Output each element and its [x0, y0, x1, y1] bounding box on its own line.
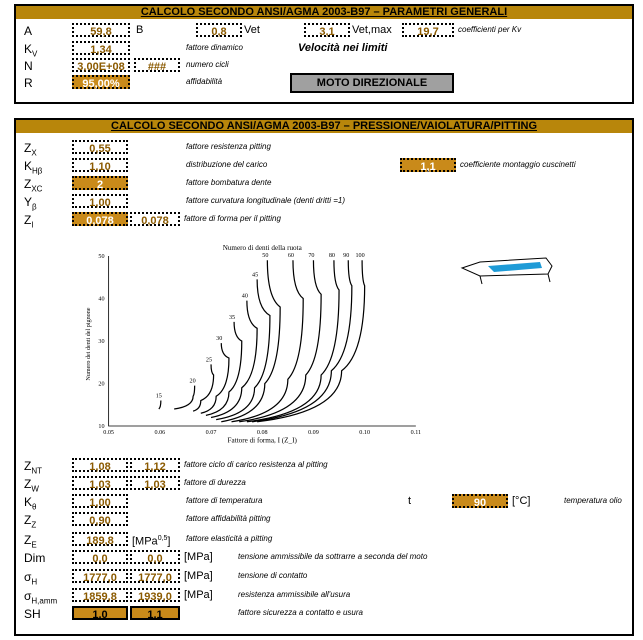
x-tick-label: 0.10: [359, 430, 371, 437]
oil-temperature-value[interactable]: 90: [452, 494, 508, 508]
series-label: 15: [155, 393, 162, 400]
ze-value[interactable]: 189,8: [72, 532, 128, 546]
series-label: 90: [343, 253, 350, 260]
kv-coeff-desc: coefficienti per Kv: [458, 25, 522, 34]
symbol-dim: Dim: [24, 551, 46, 565]
series-line-70: [239, 260, 321, 422]
y-tick-label: 30: [98, 339, 105, 346]
t-label: t: [408, 495, 412, 507]
series-label: 25: [205, 357, 213, 364]
x-tick-label: 0.08: [256, 430, 268, 437]
zi-value[interactable]: 0,078: [72, 212, 128, 226]
symbol-yb: $Y_\beta$: [24, 195, 37, 212]
y-tick-label: 50: [98, 254, 105, 261]
sigma-h-value[interactable]: 1777,0: [72, 569, 128, 583]
ze-desc: fattore elasticità a pitting: [186, 534, 273, 543]
y-tick-label: 20: [98, 381, 105, 388]
symbol-zw: $Z_W$: [24, 477, 39, 494]
chart-title: Numero di denti della ruota: [222, 243, 302, 252]
symbol-n: N: [24, 59, 33, 73]
symbol-zx: $Z_X$: [24, 141, 37, 158]
series-label: 80: [328, 253, 335, 260]
zxc-value[interactable]: 2: [72, 176, 128, 190]
sigma-h-amm-unit: [MPa]: [184, 589, 213, 601]
yb-value[interactable]: 1,00: [72, 194, 128, 208]
zxc-desc: fattore bombatura dente: [186, 178, 272, 187]
sigma-h-desc: tensione di contatto: [238, 571, 308, 580]
dim-desc: tensione ammissibile da sottrarre a seconda del moto: [238, 552, 428, 561]
symbol-zxc: $Z_{XC}$: [24, 177, 43, 194]
speed-status: Velocità nei limiti: [298, 42, 388, 54]
znt-desc: fattore ciclo di carico resistenza al pitting: [184, 460, 328, 469]
vetmax-value[interactable]: 19,7: [402, 23, 454, 37]
b-value[interactable]: 0,8: [196, 23, 242, 37]
znt-value-2[interactable]: 1,12: [130, 458, 180, 472]
symbol-ktheta: $K_\theta$: [24, 495, 37, 512]
vetmax-label: Vet,max: [352, 24, 392, 36]
series-line-50: [221, 260, 280, 422]
sh-value[interactable]: 1,0: [72, 606, 128, 620]
n-value[interactable]: 3,00E+08: [72, 58, 130, 72]
symbol-r: R: [24, 76, 33, 90]
x-tick-label: 0.05: [103, 430, 114, 437]
x-tick-label: 0.09: [308, 430, 319, 437]
series-line-30: [201, 343, 229, 413]
x-tick-label: 0.07: [205, 430, 217, 437]
ze-unit: [MPa$^{0,5}$]: [132, 535, 171, 548]
vet-value[interactable]: 3,1: [304, 23, 350, 37]
n-value-2[interactable]: ###: [134, 58, 180, 72]
ktheta-value[interactable]: 1,00: [72, 494, 128, 508]
y-tick-label: 10: [98, 424, 105, 431]
vet-label: Vet: [244, 24, 260, 36]
dim-value-2[interactable]: 0,0: [130, 550, 180, 564]
directional-motion-button[interactable]: MOTO DIREZIONALE: [290, 73, 454, 93]
n-desc: numero cicli: [186, 60, 229, 69]
yb-desc: fattore curvatura longitudinale (denti dritti =1): [186, 196, 345, 205]
series-label: 50: [262, 253, 269, 260]
form-factor-chart: [82, 240, 422, 445]
symbol-sh: SH: [24, 607, 41, 621]
sigma-h-value-2[interactable]: 1777,0: [130, 569, 180, 583]
chart-axes: [109, 256, 416, 426]
temperature-unit: [°C]: [512, 495, 531, 507]
zz-value[interactable]: 0,90: [72, 512, 128, 526]
ktheta-desc: fattore di temperatura: [186, 496, 263, 505]
x-tick-label: 0.06: [154, 430, 166, 437]
symbol-znt: $Z_{NT}$: [24, 459, 43, 476]
series-line-100: [257, 260, 365, 422]
r-desc: affidabilità: [186, 77, 223, 86]
symbol-zi: $Z_I$: [24, 213, 34, 230]
x-tick-label: 0.11: [410, 430, 422, 437]
symbol-sigma-h: $\sigma_H$: [24, 570, 38, 587]
zw-value-2[interactable]: 1,03: [130, 476, 180, 490]
series-label: 100: [355, 253, 365, 260]
kv-desc: fattore dinamico: [186, 43, 243, 52]
kv-value[interactable]: 1,34: [72, 41, 130, 55]
zi-desc: fattore di forma per il pitting: [184, 214, 281, 223]
series-line-80: [247, 260, 339, 422]
symbol-ze: $Z_E$: [24, 533, 37, 550]
chart-ylabel: Numero dei denti del pignone: [86, 307, 93, 381]
khb-desc: distribuzione del carico: [186, 160, 268, 169]
series-label: 40: [241, 293, 248, 300]
sigma-h-amm-desc: resistenza ammissibile all'usura: [238, 590, 351, 599]
series-label: 30: [216, 336, 223, 343]
zx-value[interactable]: 0,55: [72, 140, 128, 154]
series-line-20: [174, 386, 194, 409]
series-label: 45: [252, 272, 259, 279]
general-parameters-panel: [14, 4, 634, 104]
sigma-h-amm-value[interactable]: 1859,8: [72, 588, 128, 602]
zi-value-2[interactable]: 0,078: [130, 212, 180, 226]
zz-desc: fattore affidabilità pitting: [186, 514, 271, 523]
bearing-coeff-value[interactable]: 1,1: [400, 158, 456, 172]
series-label: 35: [228, 314, 236, 321]
sh-value-2[interactable]: 1,1: [130, 606, 180, 620]
a-value[interactable]: 59,8: [72, 23, 130, 37]
sigma-h-amm-value-2[interactable]: 1939,0: [130, 588, 180, 602]
symbol-kv: $K_V$: [24, 42, 38, 59]
y-tick-label: 40: [98, 296, 105, 303]
symbol-b: B: [136, 24, 144, 36]
zw-desc: fattore di durezza: [184, 478, 246, 487]
r-value[interactable]: 95,00%: [72, 75, 130, 89]
panel-title: CALCOLO SECONDO ANSI/AGMA 2003-B97 – PARAMETRI GENERALI: [16, 6, 632, 19]
sigma-h-unit: [MPa]: [184, 570, 213, 582]
dim-unit: [MPa]: [184, 551, 213, 563]
khb-value[interactable]: 1,10: [72, 158, 128, 172]
chart-xlabel: Fattore di forma, I (Z_I): [227, 436, 297, 445]
bearing-coeff-desc: coefficiente montaggio cuscinetti: [460, 160, 576, 169]
gear-tooth-sketch: [460, 248, 560, 292]
dim-value[interactable]: 0,0: [72, 550, 128, 564]
znt-value[interactable]: 1,08: [72, 458, 128, 472]
series-line-15: [159, 401, 161, 410]
zx-desc: fattore resistenza pitting: [186, 142, 271, 151]
symbol-khb: $K_{H\beta}$: [24, 159, 43, 176]
symbol-sigma-h-amm: $\sigma_{H,amm}$: [24, 589, 58, 606]
panel-title: CALCOLO SECONDO ANSI/AGMA 2003-B97 – PRESSIONE/VAIOLATURA/PITTING: [16, 120, 632, 133]
symbol-a: A: [24, 24, 33, 38]
series-line-25: [193, 364, 213, 411]
series-label: 60: [287, 253, 294, 260]
oil-temperature-desc: temperatura olio: [564, 496, 622, 505]
series-label: 70: [308, 253, 315, 260]
zw-value[interactable]: 1,03: [72, 476, 128, 490]
sh-desc: fattore sicurezza a contatto e usura: [238, 608, 363, 617]
symbol-zz: $Z_Z$: [24, 513, 37, 530]
series-label: 20: [189, 378, 196, 385]
